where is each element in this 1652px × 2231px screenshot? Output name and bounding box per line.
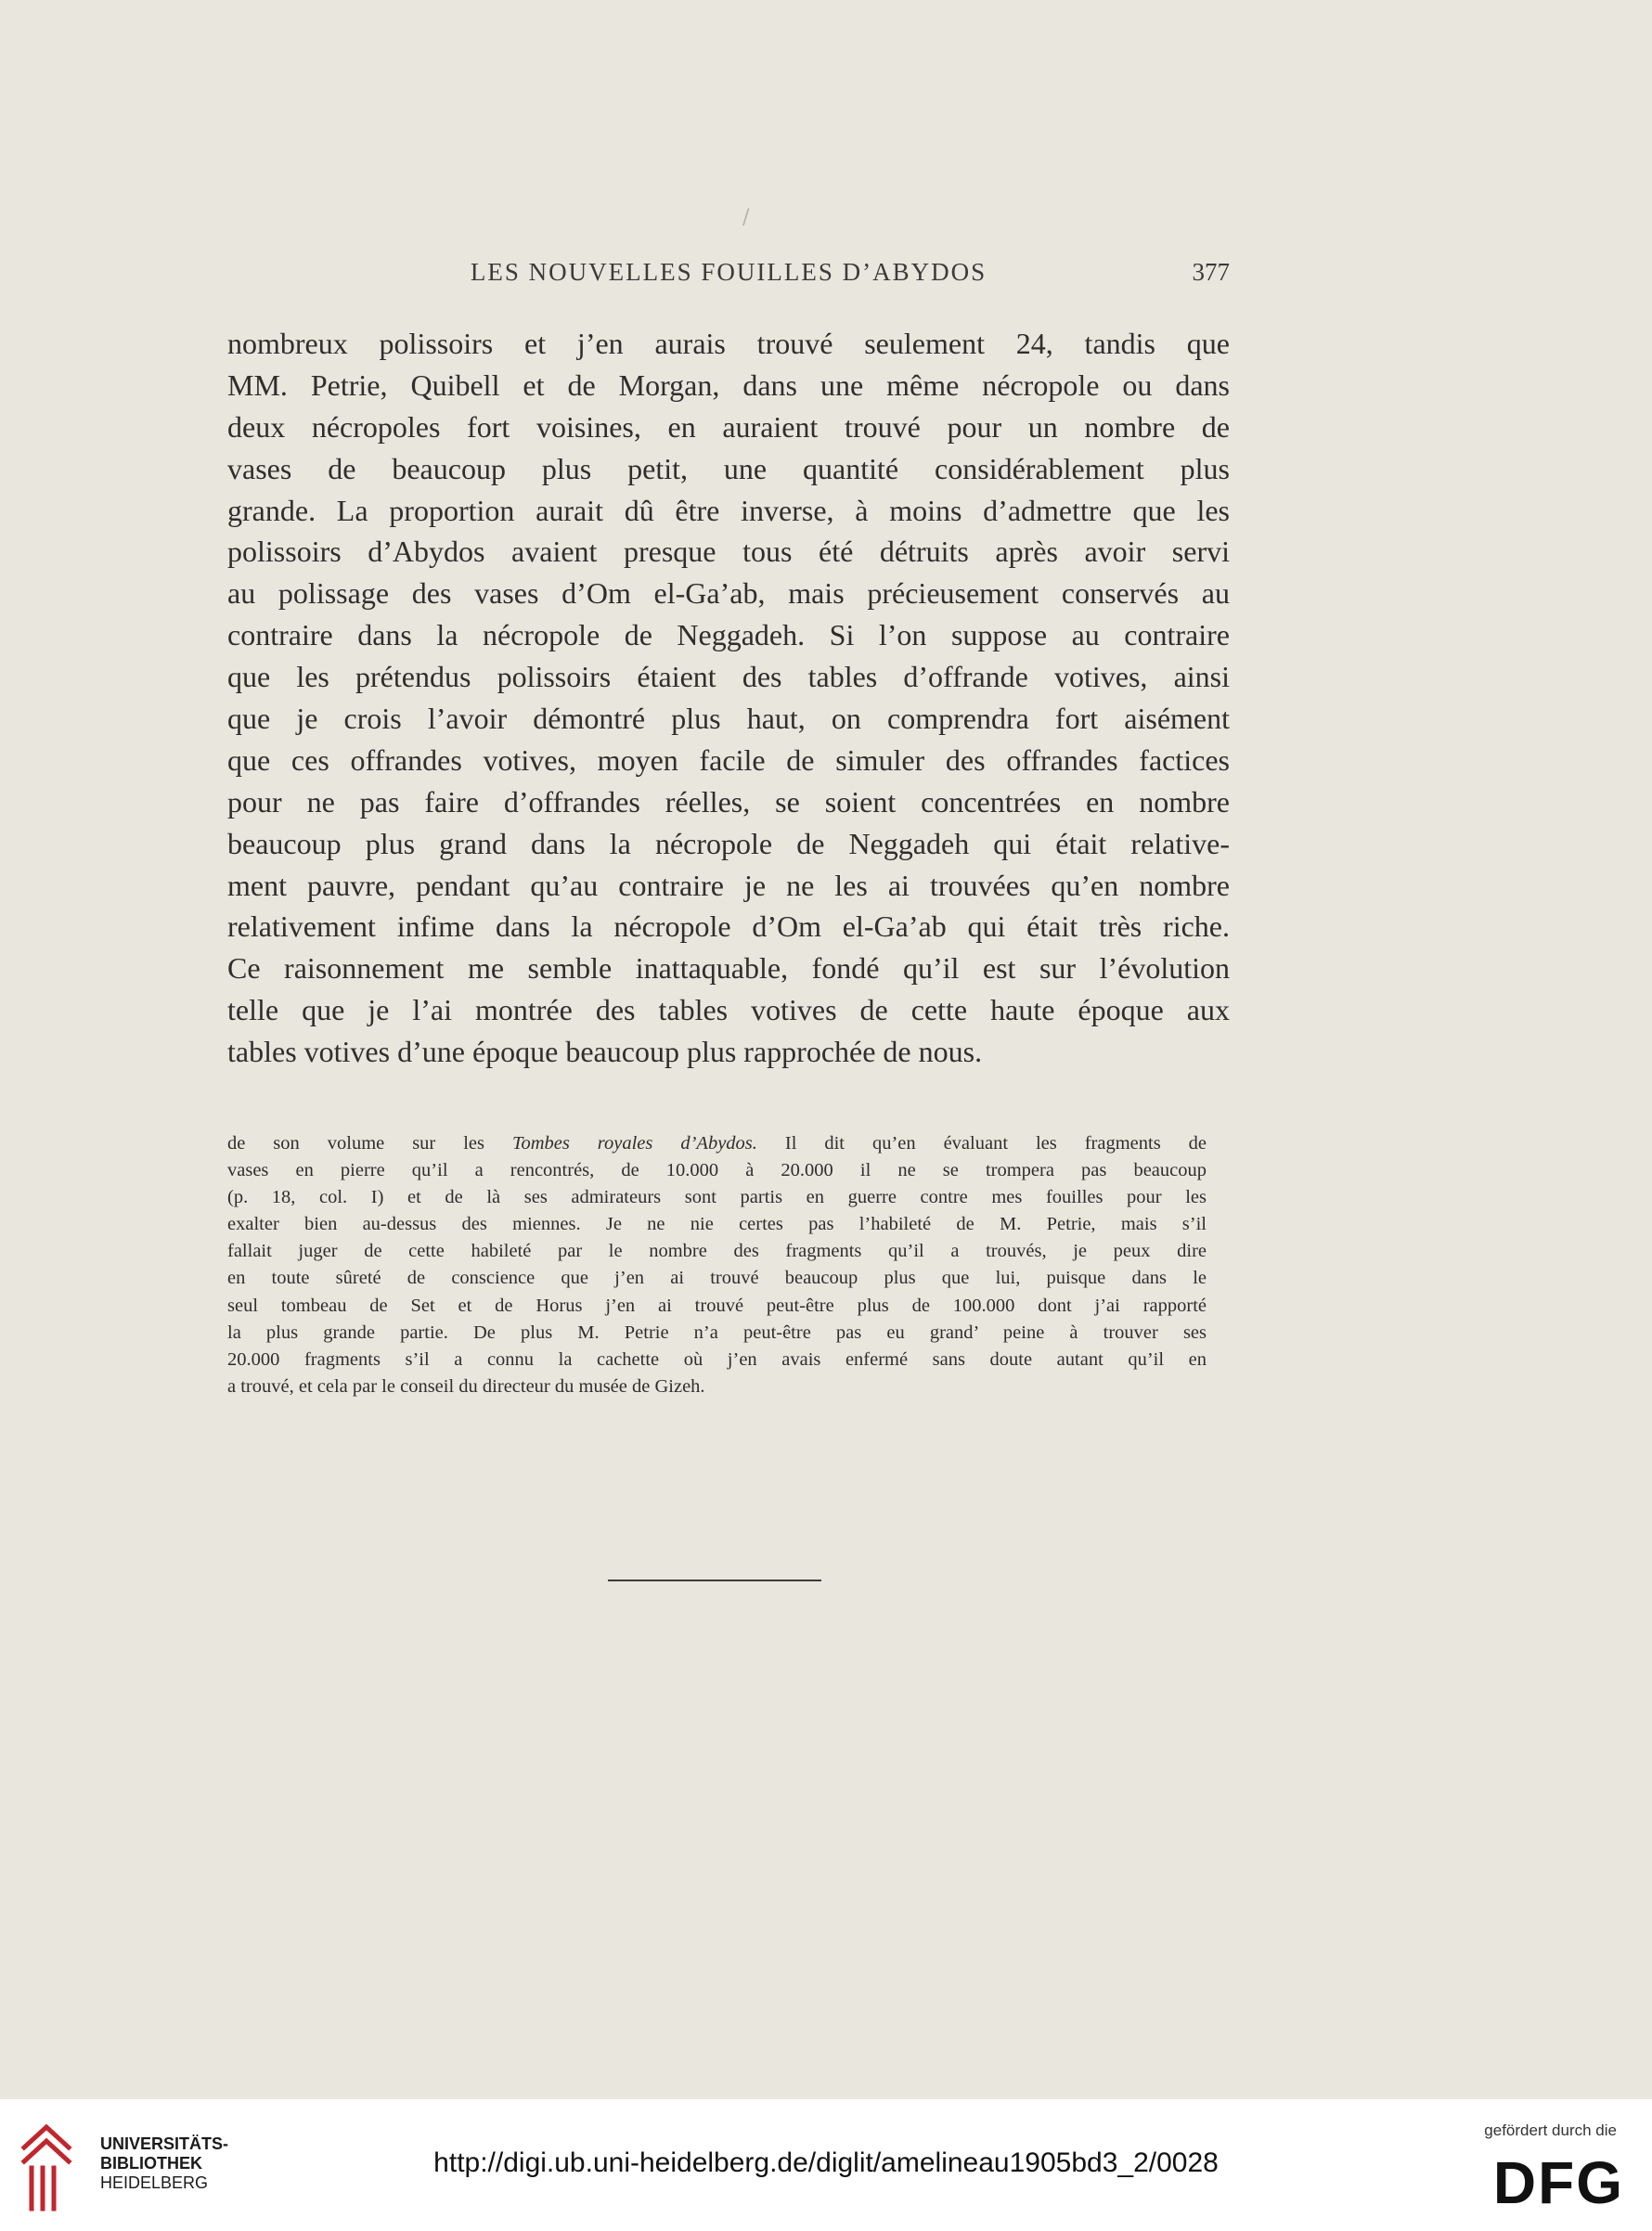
footnote <box>227 1130 1207 1400</box>
main-text <box>227 323 1230 1073</box>
text-line: deux nécropoles fort voisines, en auraient trouvé pour un nombre de <box>227 409 1230 444</box>
text-line: au polissage des vases d’Om el-Ga’ab, mais précieusement conservés au <box>227 576 1230 611</box>
text-line: que les prétendus polissoirs étaient des tables d’offrande votives, ainsi <box>227 660 1230 694</box>
text-line: contraire dans la nécropole de Neggadeh. Si l’on suppose au contraire <box>227 618 1230 652</box>
text-line: vases de beaucoup plus petit, une quantité considérablement plus <box>227 451 1230 485</box>
running-title: LES NOUVELLES FOUILLES D’ABYDOS <box>470 258 987 286</box>
dfg-logo: DFG <box>1492 2149 1624 2216</box>
text-line: ment pauvre, pendant qu’au contraire je ne les ai trouvées qu’en nombre <box>227 868 1230 902</box>
footnote-book-title: Tombes royales d’Abydos. <box>511 1133 757 1154</box>
footnote-line: seul tombeau de Set et de Horus j’en ai trouvé peut-être plus de 100.000 dont j’ai rapporté <box>227 1295 1207 1316</box>
footnote-text: de son volume sur les <box>227 1133 512 1154</box>
funder-label: gefördert durch die <box>1484 2121 1617 2139</box>
text-line: que je crois l’avoir démontré plus haut, on comprendra fort aisément <box>227 702 1230 736</box>
text-line: tables votives d’une époque beaucoup plus rapprochée de nous. <box>227 1035 983 1069</box>
text-line: relativement infime dans la nécropole d’Om el-Ga’ab qui était très riche. <box>227 909 1230 944</box>
running-head <box>227 258 1230 295</box>
footnote-line: 20.000 fragments s’il a connu la cachette où j’en avais enfermé sans doute autant qu’il en <box>227 1348 1207 1370</box>
library-name-line: UNIVERSITÄTS- <box>100 2134 229 2153</box>
permalink[interactable]: http://digi.ub.uni-heidelberg.de/diglit/amelineau1905bd3_2/0028 <box>433 2147 1219 2178</box>
margin-mark: / <box>742 206 750 229</box>
text-line: beaucoup plus grand dans la nécropole de Neggadeh qui était relative- <box>227 826 1230 860</box>
footnote-line: (p. 18, col. I) et de là ses admirateurs sont partis en guerre contre mes fouilles pour les <box>227 1187 1207 1208</box>
library-name-line: BIBLIOTHEK <box>100 2154 202 2173</box>
text-line: polissoirs d’Abydos avaient presque tous été détruits après avoir servi <box>227 535 1230 569</box>
footnote-text: Il dit qu’en évaluant les fragments de <box>756 1133 1207 1154</box>
footnote-line: vases en pierre qu’il a rencontrés, de 10.000 à 20.000 il ne se trompera pas beaucoup <box>227 1160 1207 1181</box>
text-line: MM. Petrie, Quibell et de Morgan, dans une même nécropole ou dans <box>227 368 1230 402</box>
footnote-line <box>227 1130 1207 1157</box>
text-line: que ces offrandes votives, moyen facile de simuler des offrandes factices <box>227 742 1230 777</box>
text-line: grande. La proportion aurait dû être inverse, à moins d’admettre que les <box>227 493 1230 527</box>
footer-bar <box>0 2099 1652 2231</box>
footnote-line: la plus grande partie. De plus M. Petrie n’a peut-être pas eu grand’ peine à trouver ses <box>227 1322 1207 1343</box>
text-line: pour ne pas faire d’offrandes réelles, se soient concentrées en nombre <box>227 784 1230 819</box>
text-line: Ce raisonnement me semble inattaquable, fondé qu’il est sur l’évolution <box>227 951 1230 986</box>
footnote-line: en toute sûreté de conscience que j’en ai trouvé beaucoup plus que lui, puisque dans le <box>227 1268 1207 1289</box>
text-line: nombreux polissoirs et j’en aurais trouvé seulement 24, tandis que <box>227 327 1230 360</box>
end-rule <box>608 1580 821 1581</box>
footnote-line: fallait juger de cette habileté par le nombre des fragments qu’il a trouvés, je peux dire <box>227 1241 1207 1262</box>
text-line: telle que je l’ai montrée des tables votives de cette haute époque aux <box>227 993 1230 1027</box>
page-number: 377 <box>1192 258 1230 286</box>
footnote-line: exalter bien au-dessus des miennes. Je ne nie certes pas l’habileté de M. Petrie, mais s’il <box>227 1214 1207 1235</box>
footnote-line: a trouvé, et cela par le conseil du directeur du musée de Gizeh. <box>227 1375 705 1397</box>
library-name-line: HEIDELBERG <box>100 2173 209 2192</box>
